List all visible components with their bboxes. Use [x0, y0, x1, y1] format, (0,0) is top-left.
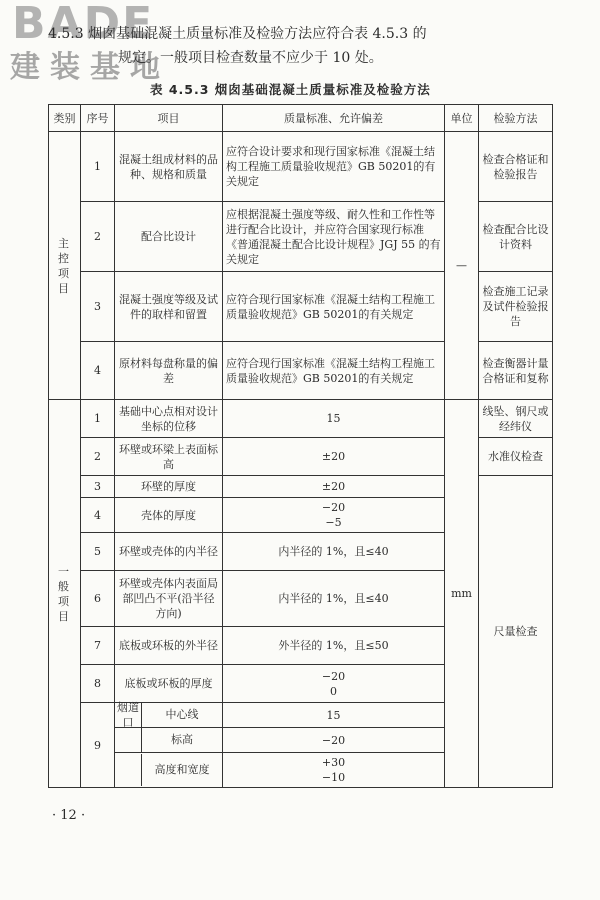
row-standard: 应符合现行国家标准《混凝土结构工程施工质量验收规范》GB 50201的有关规定 — [223, 342, 445, 400]
row-standard: 应根据混凝土强度等级、耐久性和工作性等进行配合比设计，并应符合国家现行标准《普通混凝土配合比设计规程》JGJ 55 的有关规定 — [223, 202, 445, 272]
row-standard — [223, 753, 445, 788]
unit-general: mm — [445, 400, 479, 788]
row-standard: ±20 — [223, 476, 445, 498]
row-item: 原材料每盘称量的偏差 — [115, 342, 223, 400]
clause-text — [48, 22, 588, 70]
row-item: 壳体的厚度 — [115, 498, 223, 533]
row-seq: 4 — [81, 342, 115, 400]
row-method: 水准仪检查 — [479, 438, 553, 476]
watermark-brand-cn: 建装基地 — [10, 50, 170, 85]
row-seq: 5 — [81, 533, 115, 571]
unit-main: — — [445, 132, 479, 400]
table-header-row — [49, 105, 553, 132]
header-category: 类别 — [49, 105, 81, 132]
row-item: 环壁或壳体的内半径 — [115, 533, 223, 571]
row-seq: 3 — [81, 476, 115, 498]
flue-label: 烟道口 — [117, 701, 139, 729]
clause-line-2: 规定。一般项目检查数量不应少于 10 处。 — [118, 50, 383, 66]
row-item-sub — [115, 753, 223, 788]
row-standard: 应符合现行国家标准《混凝土结构工程施工质量验收规范》GB 50201的有关规定 — [223, 272, 445, 342]
row-standard: 应符合设计要求和现行国家标准《混凝土结构工程施工质量验收规范》GB 50201的有关规定 — [223, 132, 445, 202]
row-standard: ±20 — [223, 438, 445, 476]
row-item: 底板或环板的外半径 — [115, 627, 223, 665]
row-item: 环壁或壳体内表面局部凹凸不平(沿半径方向) — [115, 571, 223, 627]
row-item: 混凝土强度等级及试件的取样和留置 — [115, 272, 223, 342]
row-seq: 2 — [81, 202, 115, 272]
table-row — [49, 400, 553, 438]
header-seq: 序号 — [81, 105, 115, 132]
row-standard: 15 — [223, 400, 445, 438]
header-unit: 单位 — [445, 105, 479, 132]
row-seq: 1 — [81, 132, 115, 202]
row-standard: −20 — [223, 728, 445, 753]
flue-item: 高度和宽度 — [141, 754, 222, 786]
header-standard: 质量标准、允许偏差 — [223, 105, 445, 132]
row-seq: 8 — [81, 665, 115, 703]
row-method: 检查合格证和检验报告 — [479, 132, 553, 202]
row-seq: 7 — [81, 627, 115, 665]
row-seq: 3 — [81, 272, 115, 342]
row-seq: 4 — [81, 498, 115, 533]
row-item: 基础中心点相对设计坐标的位移 — [115, 400, 223, 438]
watermark-brand: BADE — [12, 0, 155, 49]
row-method: 检查衡器计量合格证和复称 — [479, 342, 553, 400]
quality-standard-table — [48, 104, 553, 788]
row-method: 尺量检查 — [479, 476, 553, 788]
clause-line-1: 4.5.3 烟囱基础混凝土质量标准及检验方法应符合表 4.5.3 的 — [48, 26, 427, 42]
row-item: 底板或环板的厚度 — [115, 665, 223, 703]
category-general: 一般项目 — [49, 400, 81, 788]
header-method: 检验方法 — [479, 105, 553, 132]
flue-item: 标高 — [141, 728, 222, 752]
row-method: 线坠、钢尺或经纬仪 — [479, 400, 553, 438]
table-row — [49, 132, 553, 202]
row-item: 环壁或环梁上表面标高 — [115, 438, 223, 476]
category-main: 主控项目 — [49, 132, 81, 400]
row-standard: 15 — [223, 703, 445, 728]
standard-upper: −20 — [321, 501, 346, 514]
flue-item: 中心线 — [141, 703, 222, 727]
row-seq: 2 — [81, 438, 115, 476]
row-standard: 外半径的 1%，且≤50 — [223, 627, 445, 665]
standard-lower: −5 — [325, 516, 342, 529]
row-standard — [223, 665, 445, 703]
standard-lower: −10 — [321, 771, 346, 784]
header-item: 项目 — [115, 105, 223, 132]
standard-upper: −20 — [321, 669, 346, 683]
row-item-sub — [115, 703, 223, 728]
row-standard: 内半径的 1%，且≤40 — [223, 533, 445, 571]
standard-upper: +30 — [321, 756, 346, 769]
row-item: 混凝土组成材料的品种、规格和质量 — [115, 132, 223, 202]
row-item: 环壁的厚度 — [115, 476, 223, 498]
row-standard — [223, 498, 445, 533]
row-method: 检查施工记录及试件检验报告 — [479, 272, 553, 342]
row-seq: 6 — [81, 571, 115, 627]
row-seq: 9 — [81, 703, 115, 788]
table-caption: 表 4.5.3 烟囱基础混凝土质量标准及检验方法 — [150, 82, 431, 97]
row-item-sub — [115, 728, 223, 753]
row-standard: 内半径的 1%，且≤40 — [223, 571, 445, 627]
row-method: 检查配合比设计资料 — [479, 202, 553, 272]
standard-lower: 0 — [330, 684, 337, 698]
row-item: 配合比设计 — [115, 202, 223, 272]
page-number: · 12 · — [52, 808, 86, 823]
row-seq: 1 — [81, 400, 115, 438]
